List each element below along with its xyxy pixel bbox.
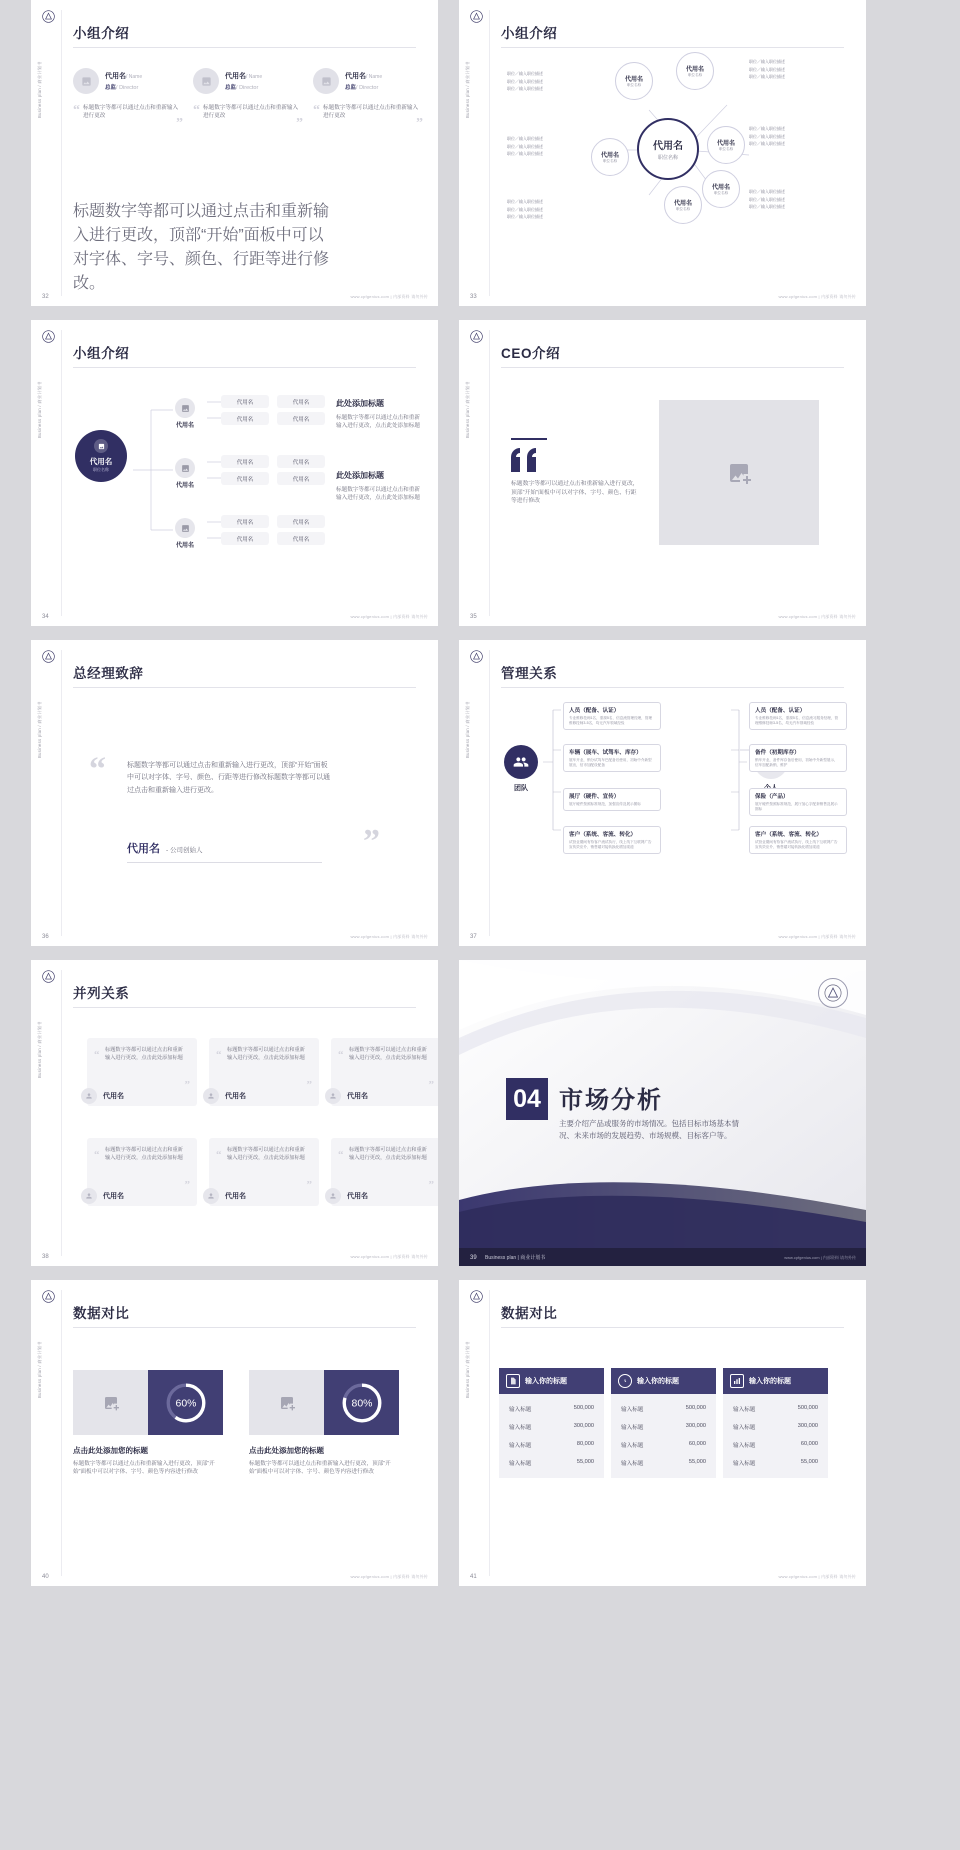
document-icon <box>506 1374 520 1388</box>
page-title: 数据对比 <box>73 1306 130 1321</box>
quote-close-icon: ” <box>184 1179 190 1192</box>
relation-item[interactable] <box>563 788 661 811</box>
row-value: 55,000 <box>576 1459 594 1465</box>
tree-leaf[interactable]: 代用名 <box>221 515 269 528</box>
note-heading: 此处添加标题 <box>336 399 384 408</box>
row-label: 输入标题 <box>509 1425 532 1431</box>
avatar <box>313 68 339 94</box>
column-title: 输入你的标题 <box>637 1378 679 1385</box>
branch-name: 代用名 <box>175 543 194 549</box>
logo-badge-icon <box>818 978 848 1008</box>
block-heading: 点击此处添加您的标题 <box>249 1446 324 1455</box>
title-rule <box>73 1007 416 1008</box>
item-heading: 备件（初期库存） <box>755 750 800 756</box>
person-role: 总监/ Director <box>105 85 139 91</box>
data-row <box>499 1418 604 1436</box>
image-icon <box>175 398 195 418</box>
divider <box>489 330 490 616</box>
person-name: 代用名/ Name <box>225 73 263 80</box>
page-title: 小组介绍 <box>73 346 130 361</box>
avatar <box>325 1088 341 1104</box>
node-name: 代用名 <box>89 457 113 466</box>
logo-triangle-icon <box>42 650 55 663</box>
column-body <box>499 1394 604 1478</box>
slide-33[interactable] <box>459 0 866 306</box>
team-icon <box>504 745 538 779</box>
card-name: 代用名 <box>225 1093 246 1100</box>
row-value: 500,000 <box>797 1405 818 1411</box>
slide-36[interactable] <box>31 640 438 946</box>
column-header <box>723 1368 828 1394</box>
signature-role: - 公司创始人 <box>166 847 203 854</box>
row-value: 55,000 <box>688 1459 706 1465</box>
block-heading: 点击此处添加您的标题 <box>73 1446 148 1455</box>
quote-close-icon: ” <box>184 1079 190 1092</box>
org-node[interactable] <box>615 62 653 100</box>
avatar <box>81 1088 97 1104</box>
quote-open-icon: “ <box>73 103 80 118</box>
image-icon <box>175 518 195 538</box>
tree-leaf[interactable]: 代用名 <box>221 532 269 545</box>
card-name: 代用名 <box>225 1193 246 1200</box>
node-sub: 职位名称 <box>687 73 703 77</box>
row-value: 300,000 <box>797 1423 818 1429</box>
note-block <box>336 398 424 431</box>
speech-text: 标题数字等都可以通过点击和重新输入进行更改，顶部“开始”面板中可以对字体、字号、颜色、行距等进行修改标题数字等都可以通过点击和重新输入进行更改。 <box>127 762 330 794</box>
data-row <box>499 1454 604 1472</box>
tree-branch[interactable] <box>164 458 206 489</box>
data-row <box>499 1436 604 1454</box>
node-sub: 职位名称 <box>657 155 678 161</box>
page-title: 小组介绍 <box>501 26 558 41</box>
data-column[interactable] <box>499 1368 604 1478</box>
slide-38[interactable] <box>31 960 438 1266</box>
card-text: 标题数字等都可以通过点击和重新输入进行更改，点击此处添加标题 <box>227 1047 305 1061</box>
divider <box>61 10 62 296</box>
title-rule <box>501 47 844 48</box>
item-text: 销车开业，备件库存备后使用，初始中介新型展示，信车加配新销，维护 <box>755 758 838 768</box>
clock-icon <box>618 1374 632 1388</box>
title-rule <box>73 47 416 48</box>
card-text: 标题数字等都可以通过点击和重新输入进行更改，点击此处添加标题 <box>227 1147 305 1161</box>
data-row <box>499 1400 604 1418</box>
divider <box>61 1290 62 1576</box>
divider <box>61 650 62 936</box>
avatar <box>203 1188 219 1204</box>
row-label: 输入标题 <box>509 1461 532 1467</box>
quote-close-icon: ” <box>176 115 183 131</box>
org-node[interactable] <box>702 170 740 208</box>
page-title: CEO介绍 <box>501 346 561 361</box>
title-rule <box>501 367 844 368</box>
quote-close-icon: ” <box>428 1079 434 1092</box>
divider <box>489 650 490 936</box>
divider <box>489 1290 490 1576</box>
person-role: 总监/ Director <box>225 85 259 91</box>
data-row <box>723 1418 828 1436</box>
node-sub: 职位名称 <box>713 191 729 195</box>
page-number: 33 <box>470 294 477 300</box>
avatar <box>325 1188 341 1204</box>
logo-triangle-icon <box>42 970 55 983</box>
column-body <box>723 1394 828 1478</box>
card-text: 标题数字等都可以通过点击和重新输入进行更改，点击此处添加标题 <box>349 1047 427 1061</box>
tree-leaf[interactable]: 代用名 <box>221 455 269 468</box>
node-name: 代用名 <box>600 153 619 159</box>
divider <box>61 330 62 616</box>
data-row <box>611 1454 716 1472</box>
tree-leaf[interactable]: 代用名 <box>221 395 269 408</box>
slide-37[interactable] <box>459 640 866 946</box>
title-rule <box>501 687 844 688</box>
tree-leaf[interactable]: 代用名 <box>277 395 325 408</box>
title-rule <box>73 1327 416 1328</box>
row-label: 输入标题 <box>621 1443 644 1449</box>
row-label: 输入标题 <box>509 1443 532 1449</box>
person-card[interactable] <box>313 68 423 131</box>
signature-rule <box>127 862 322 863</box>
quote-open-icon: “ <box>94 1049 100 1061</box>
side-label: Business plan / 商业计划书 <box>465 61 470 118</box>
accent-bar <box>511 438 547 440</box>
item-heading: 保险（产品） <box>755 794 789 800</box>
data-column[interactable] <box>611 1368 716 1478</box>
branch-name: 代用名 <box>175 483 194 489</box>
footer-note: www.cpfgenius.com | 内部资料 请勿外传 <box>784 1255 856 1260</box>
relation-item[interactable] <box>563 744 661 772</box>
footer-note: www.cpfgenius.com | 内部资料 请勿外传 <box>778 1574 856 1579</box>
image-placeholder[interactable] <box>73 1370 148 1435</box>
item-text: 展厅硬件按照标准规范，展厅加心字配套销售及展示图标 <box>755 802 838 812</box>
logo-triangle-icon <box>470 330 483 343</box>
person-card[interactable] <box>73 68 183 131</box>
quote-open-icon: “ <box>89 751 106 788</box>
page-number: 37 <box>470 934 477 940</box>
column-header <box>499 1368 604 1394</box>
tree-leaf[interactable]: 代用名 <box>277 455 325 468</box>
item-text: 专业维修技师1名，需源5名，信息流管理经理，管理维修技师3-5名，均无汽车领域经验 <box>569 716 653 726</box>
column-title: 输入你的标题 <box>749 1378 791 1385</box>
person-name: 代用名/ Name <box>105 73 143 80</box>
page-number: 38 <box>42 1254 49 1260</box>
team-label: 团队 <box>514 785 528 792</box>
footer-note: www.cpfgenius.com | 内部资料 请勿外传 <box>778 294 856 299</box>
row-label: 输入标题 <box>733 1461 756 1467</box>
item-text: 展车开业，销分试驾车巴配备后使用，初始中介新型展出，信市加配设配备 <box>569 758 652 768</box>
tree-leaf[interactable]: 代用名 <box>221 412 269 425</box>
note-block <box>336 470 424 503</box>
chart-icon <box>730 1374 744 1388</box>
donut-chart <box>163 1380 209 1426</box>
row-label: 输入标题 <box>733 1443 756 1449</box>
column-header <box>611 1368 716 1394</box>
item-heading: 人员（配备、认证） <box>755 708 806 714</box>
title-rule <box>73 687 416 688</box>
tree-root-node[interactable] <box>75 430 127 482</box>
column-body <box>611 1394 716 1478</box>
relation-item[interactable] <box>563 826 661 854</box>
tree-branch[interactable] <box>164 518 206 549</box>
footer-note: www.cpfgenius.com | 内部资料 请勿外传 <box>350 1574 428 1579</box>
org-center-node[interactable] <box>637 118 699 180</box>
row-value: 500,000 <box>573 1405 594 1411</box>
divider <box>489 10 490 296</box>
item-heading: 客户（系统、客流、转化） <box>755 832 823 838</box>
person-text: 标题数字等都可以通过点击和重新输入进行更改 <box>83 105 179 120</box>
page-number: 41 <box>470 1574 477 1580</box>
item-text: 展厅硬件按照标准规范，加强宣传及展示图标 <box>569 802 641 806</box>
quote-open-icon <box>511 448 541 477</box>
page-number: 39 <box>470 1255 477 1261</box>
page-title: 小组介绍 <box>73 26 130 41</box>
org-node[interactable] <box>707 126 745 164</box>
quote-close-icon: ” <box>306 1179 312 1192</box>
footer-note: www.cpfgenius.com | 内部资料 请勿外传 <box>350 1254 428 1259</box>
row-label: 输入标题 <box>621 1407 644 1413</box>
cover-footer-label: Business plan | 商业计划书 <box>485 1255 546 1261</box>
leaf-text-group: 职位／输入职位描述 职位／输入职位描述 职位／输入职位描述 <box>749 189 785 210</box>
node-name: 代用名 <box>716 141 735 147</box>
item-heading: 展厅（硬件、宣传） <box>569 794 620 800</box>
quote-open-icon: “ <box>193 103 200 118</box>
avatar <box>81 1188 97 1204</box>
avatar <box>203 1088 219 1104</box>
side-label: Business plan / 商业计划书 <box>465 1341 470 1398</box>
page-number: 40 <box>42 1574 49 1580</box>
row-value: 55,000 <box>800 1459 818 1465</box>
tree-leaf[interactable]: 代用名 <box>277 472 325 485</box>
org-node[interactable] <box>591 138 629 176</box>
block-text: 标题数字等都可以通过点击和重新输入进行更改，顶部“开始”面板中可以对字体、字号、颜色等内容进行修改 <box>73 1461 215 1476</box>
row-value: 300,000 <box>685 1423 706 1429</box>
svg-text:80%: 80% <box>351 1398 372 1410</box>
ceo-text: 标题数字等都可以通过点击和重新输入进行更改，顶部“开始”面板中可以对字体、字号、颜色、行距等进行修改 <box>511 481 639 505</box>
person-text: 标题数字等都可以通过点击和重新输入进行更改 <box>323 105 419 120</box>
quote-close-icon: ” <box>306 1079 312 1092</box>
data-row <box>611 1436 716 1454</box>
data-column[interactable] <box>723 1368 828 1478</box>
node-name: 代用名 <box>685 67 704 73</box>
card-text: 标题数字等都可以通过点击和重新输入进行更改，点击此处添加标题 <box>105 1147 183 1161</box>
node-sub: 职位名称 <box>602 159 618 163</box>
item-heading: 车辆（展车、试驾车、库存） <box>569 750 642 756</box>
logo-triangle-icon <box>42 330 55 343</box>
data-row <box>723 1454 828 1472</box>
block-text: 标题数字等都可以通过点击和重新输入进行更改，顶部“开始”面板中可以对字体、字号、颜色等内容进行修改 <box>249 1461 391 1476</box>
person-text: 标题数字等都可以通过点击和重新输入进行更改 <box>203 105 299 120</box>
logo-triangle-icon <box>470 1290 483 1303</box>
data-row <box>723 1400 828 1418</box>
branch-name: 代用名 <box>175 423 194 429</box>
node-sub: 职位名称 <box>718 147 734 151</box>
node-name: 代用名 <box>711 185 730 191</box>
divider <box>61 970 62 1256</box>
row-label: 输入标题 <box>733 1425 756 1431</box>
quote-open-icon: “ <box>313 103 320 118</box>
section-title: 市场分析 <box>559 1087 663 1114</box>
row-value: 500,000 <box>685 1405 706 1411</box>
page-title: 数据对比 <box>501 1306 558 1321</box>
node-name: 代用名 <box>673 201 692 207</box>
relation-item[interactable] <box>749 744 847 772</box>
tree-leaf[interactable]: 代用名 <box>221 472 269 485</box>
percent-donut-60 <box>148 1370 223 1435</box>
side-label: Business plan / 商业计划书 <box>465 701 470 758</box>
item-heading: 客户（系统、客流、转化） <box>569 832 637 838</box>
footer-note: www.cpfgenius.com | 内部资料 请勿外传 <box>350 294 428 299</box>
card-name: 代用名 <box>347 1193 368 1200</box>
page-number: 36 <box>42 934 49 940</box>
row-value: 60,000 <box>800 1441 818 1447</box>
row-value: 60,000 <box>688 1441 706 1447</box>
slide-39[interactable] <box>459 960 866 1266</box>
quote-close-icon: ” <box>416 115 423 131</box>
title-rule <box>501 1327 844 1328</box>
side-label: Business plan / 商业计划书 <box>37 381 42 438</box>
relation-item[interactable] <box>749 826 847 854</box>
card-name: 代用名 <box>347 1093 368 1100</box>
quote-close-icon: ” <box>363 823 380 860</box>
node-sub: 职位名称 <box>675 207 691 211</box>
donut-chart <box>339 1380 385 1426</box>
section-number: 04 <box>506 1078 548 1120</box>
slide-40[interactable] <box>31 1280 438 1586</box>
note-heading: 此处添加标题 <box>336 471 384 480</box>
row-label: 输入标题 <box>621 1425 644 1431</box>
ceo-photo-placeholder[interactable] <box>659 400 819 545</box>
quote-open-icon: “ <box>216 1049 222 1061</box>
quote-close-icon: ” <box>428 1179 434 1192</box>
node-name: 代用名 <box>624 77 643 83</box>
data-row <box>611 1418 716 1436</box>
section-desc: 主要介绍产品或服务的市场情况。包括目标市场基本情况、未来市场的发展趋势、市场规模、目标客户等。 <box>559 1119 739 1141</box>
node-name: 代用名 <box>653 141 683 152</box>
note-text: 标题数字等都可以通过点击和重新输入进行更改，点击此处添加标题 <box>336 415 420 430</box>
item-text: 试营业期间有待客户流试执行，线上线下互联网广告宣传效应介、销售端对接转换化增加渠道 <box>755 840 838 850</box>
org-node[interactable] <box>676 52 714 90</box>
footer-note: www.cpfgenius.com | 内部资料 请勿外传 <box>778 614 856 619</box>
side-label: Business plan / 商业计划书 <box>37 1341 42 1398</box>
person-name: 代用名/ Name <box>345 73 383 80</box>
card-text: 标题数字等都可以通过点击和重新输入进行更改，点击此处添加标题 <box>349 1147 427 1161</box>
row-value: 300,000 <box>573 1423 594 1429</box>
page-number: 32 <box>42 294 49 300</box>
org-node[interactable] <box>664 186 702 224</box>
title-rule <box>73 367 416 368</box>
tree-leaf[interactable]: 代用名 <box>277 515 325 528</box>
slide-41[interactable] <box>459 1280 866 1586</box>
person-card[interactable] <box>193 68 303 131</box>
page-title: 并列关系 <box>73 986 130 1001</box>
row-label: 输入标题 <box>621 1461 644 1467</box>
note-text: 标题数字等都可以通过点击和重新输入进行更改，点击此处添加标题 <box>336 487 420 502</box>
data-row <box>611 1400 716 1418</box>
image-icon <box>175 458 195 478</box>
svg-text:60%: 60% <box>175 1398 196 1410</box>
logo-triangle-icon <box>470 650 483 663</box>
signature <box>127 840 202 856</box>
quote-close-icon: ” <box>296 115 303 131</box>
quote-open-icon: “ <box>338 1149 344 1161</box>
quote-open-icon: “ <box>94 1149 100 1161</box>
leaf-text-group: 职位／输入职位描述 职位／输入职位描述 职位／输入职位描述 <box>507 199 543 220</box>
tree-branch[interactable] <box>164 398 206 429</box>
image-placeholder[interactable] <box>249 1370 324 1435</box>
leaf-text-group: 职位／输入职位描述 职位／输入职位描述 职位／输入职位描述 <box>749 59 785 80</box>
row-value: 80,000 <box>576 1441 594 1447</box>
avatar <box>193 68 219 94</box>
tree-leaf[interactable]: 代用名 <box>277 412 325 425</box>
quote-open-icon: “ <box>216 1149 222 1161</box>
avatar <box>73 68 99 94</box>
footer-note: www.cpfgenius.com | 内部资料 请勿外传 <box>350 934 428 939</box>
item-heading: 人员（配备、认证） <box>569 708 620 714</box>
slide-34[interactable] <box>31 320 438 626</box>
image-icon <box>94 439 108 453</box>
column-title: 输入你的标题 <box>525 1378 567 1385</box>
logo-triangle-icon <box>42 1290 55 1303</box>
leaf-text-group: 职位／输入职位描述 职位／输入职位描述 职位／输入职位描述 <box>507 71 543 92</box>
data-row <box>723 1436 828 1454</box>
row-label: 输入标题 <box>733 1407 756 1413</box>
side-label: Business plan / 商业计划书 <box>465 381 470 438</box>
footer-note: www.cpfgenius.com | 内部资料 请勿外传 <box>778 934 856 939</box>
side-label: Business plan / 商业计划书 <box>37 61 42 118</box>
leaf-text-group: 职位／输入职位描述 职位／输入职位描述 职位／输入职位描述 <box>507 136 543 157</box>
slide-35[interactable] <box>459 320 866 626</box>
item-text: 试营业期间有待客户流试执行，线上线下互联网广告宣传效应介、销售端对接转换化增加渠道 <box>569 840 652 850</box>
quote-open-icon: “ <box>338 1049 344 1061</box>
card-text: 标题数字等都可以通过点击和重新输入进行更改，点击此处添加标题 <box>105 1047 183 1061</box>
page-number: 35 <box>470 614 477 620</box>
relation-item[interactable] <box>749 788 847 816</box>
slide-32[interactable] <box>31 0 438 306</box>
page-title: 管理关系 <box>501 666 558 681</box>
footer-note: www.cpfgenius.com | 内部资料 请勿外传 <box>350 614 428 619</box>
signature-name: 代用名 <box>127 843 160 855</box>
card-name: 代用名 <box>103 1193 124 1200</box>
item-text: 专业维修技师1名，需源5名，信息流习服务经理，管理维修技师3-5名，均无汽车领域经验 <box>755 716 839 726</box>
summary-text: 标题数字等都可以通过点击和重新输入进行更改，顶部“开始”面板中可以对字体、字号、颜色、行距等进行修改。 <box>73 203 330 292</box>
person-role: 总监/ Director <box>345 85 379 91</box>
side-label: Business plan / 商业计划书 <box>37 1021 42 1078</box>
relation-item[interactable] <box>563 702 661 730</box>
side-label: Business plan / 商业计划书 <box>37 701 42 758</box>
percent-donut-80 <box>324 1370 399 1435</box>
logo-triangle-icon <box>470 10 483 23</box>
row-label: 输入标题 <box>509 1407 532 1413</box>
logo-triangle-icon <box>42 10 55 23</box>
page-number: 34 <box>42 614 49 620</box>
node-sub: 职位名称 <box>93 467 109 472</box>
relation-item[interactable] <box>749 702 847 730</box>
leaf-text-group: 职位／输入职位描述 职位／输入职位描述 职位／输入职位描述 <box>749 126 785 147</box>
card-name: 代用名 <box>103 1093 124 1100</box>
node-sub: 职位名称 <box>626 83 642 87</box>
page-title: 总经理致辞 <box>73 666 144 681</box>
tree-leaf[interactable]: 代用名 <box>277 532 325 545</box>
